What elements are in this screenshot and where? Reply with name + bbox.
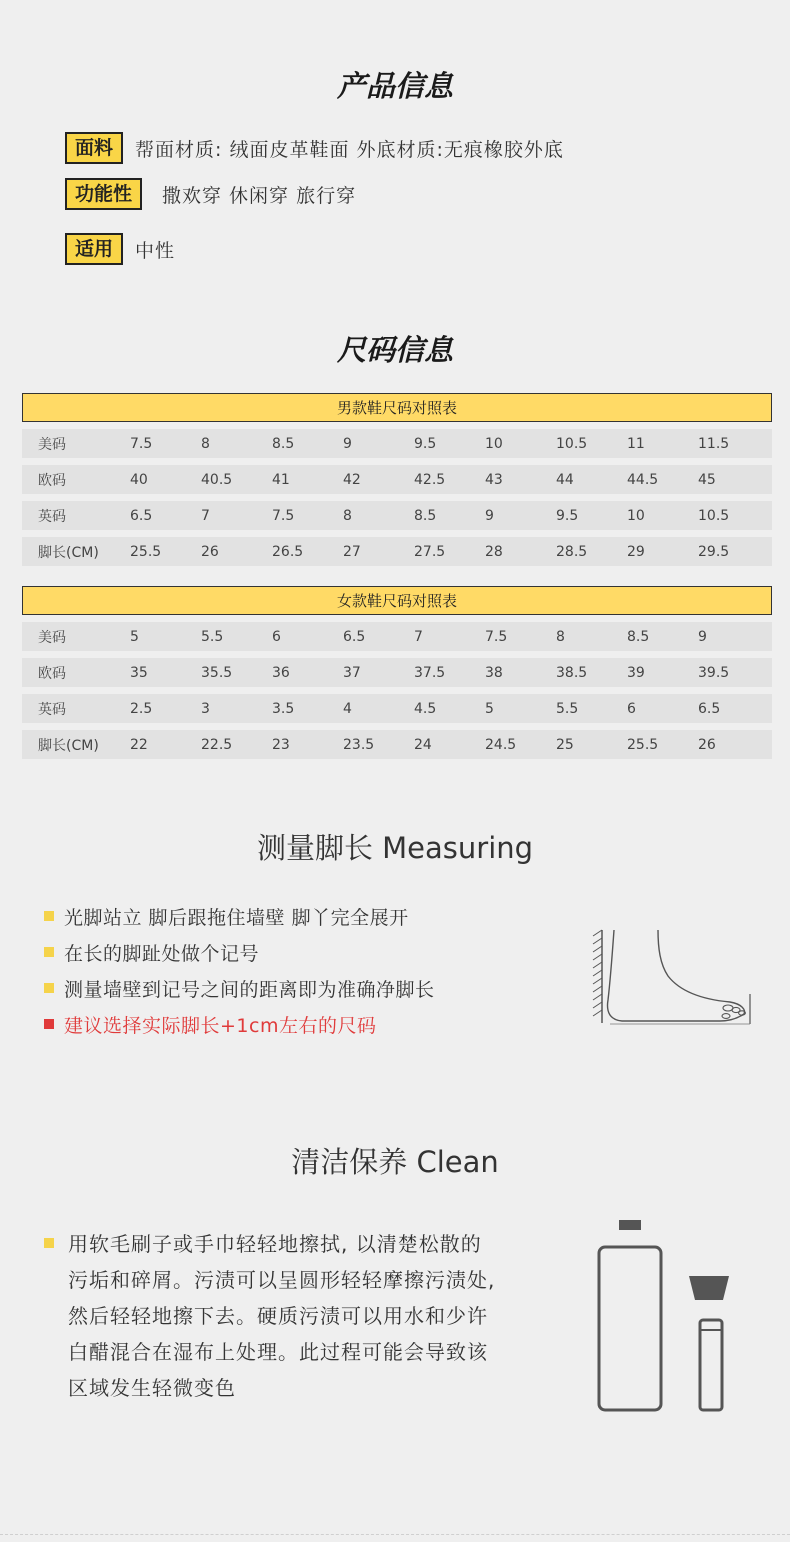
row-label: 欧码 [38,665,66,682]
measuring-list [44,898,435,1042]
list-item-warning [44,1006,435,1042]
table-cell: 45 [698,471,716,488]
men-table-header: 男款鞋尺码对照表 [22,393,772,422]
table-cell: 37 [343,664,361,681]
table-cell: 36 [272,664,290,681]
product-info-title: 产品信息 [336,69,453,103]
table-cell: 11 [627,435,645,452]
women-size-table [22,586,772,759]
table-cell: 7.5 [272,507,295,524]
table-row [22,501,772,530]
bullet-square-icon [44,911,54,921]
table-cell: 9.5 [556,507,579,524]
table-cell: 7.5 [485,628,508,645]
men-size-table [22,393,772,566]
row-label: 英码 [38,701,66,718]
women-table-header: 女款鞋尺码对照表 [22,586,772,615]
table-row [22,730,772,759]
table-cell: 8 [343,507,352,524]
table-cell: 6.5 [130,507,153,524]
table-cell: 26 [201,543,219,560]
function-text: 撒欢穿 休闲穿 旅行穿 [162,184,357,207]
table-cell: 22.5 [201,736,233,753]
tag-suitable: 适用 [65,233,123,265]
table-cell: 6.5 [698,700,721,717]
table-cell: 38.5 [556,664,588,681]
list-item [44,934,435,970]
table-row [22,622,772,651]
tag-function: 功能性 [65,178,142,210]
bullet-square-icon [44,947,54,957]
table-cell: 8.5 [627,628,650,645]
table-cell: 4 [343,700,352,717]
table-cell: 40 [130,471,148,488]
table-cell: 24 [414,736,432,753]
table-cell: 6 [627,700,636,717]
measuring-tip: 建议选择实际脚长+1cm左右的尺码 [64,1014,377,1037]
table-cell: 10.5 [556,435,588,452]
clean-instructions [44,1226,514,1406]
table-cell: 29.5 [698,543,730,560]
table-cell: 26 [698,736,716,753]
table-cell: 41 [272,471,290,488]
table-cell: 7.5 [130,435,153,452]
table-cell: 23.5 [343,736,375,753]
table-cell: 9 [485,507,494,524]
table-cell: 10 [485,435,503,452]
table-cell: 9 [698,628,707,645]
table-cell: 9 [343,435,352,452]
table-cell: 3.5 [272,700,295,717]
table-cell: 24.5 [485,736,517,753]
info-row-function [65,178,356,210]
table-cell: 42.5 [414,471,446,488]
table-cell: 29 [627,543,645,560]
row-label: 欧码 [38,472,66,489]
cleaning-bottle-icon [592,1214,742,1423]
table-cell: 6 [272,628,281,645]
info-row-suitable [65,233,175,265]
table-cell: 8.5 [272,435,295,452]
table-cell: 25 [556,736,574,753]
table-cell: 26.5 [272,543,304,560]
table-cell: 39.5 [698,664,730,681]
list-item [44,898,435,934]
table-cell: 2.5 [130,700,153,717]
table-row [22,465,772,494]
table-cell: 8 [556,628,565,645]
table-cell: 5.5 [556,700,579,717]
table-row [22,694,772,723]
measuring-step-1: 光脚站立 脚后跟拖住墙壁 脚丫完全展开 [64,906,409,929]
suitable-text: 中性 [135,239,176,262]
list-item [44,970,435,1006]
table-cell: 38 [485,664,503,681]
table-cell: 11.5 [698,435,730,452]
table-cell: 22 [130,736,148,753]
table-cell: 28.5 [556,543,588,560]
table-cell: 27.5 [414,543,446,560]
table-cell: 6.5 [343,628,366,645]
table-cell: 23 [272,736,290,753]
bullet-square-icon [44,1238,54,1248]
size-info-title: 尺码信息 [336,333,453,367]
table-cell: 35.5 [201,664,233,681]
info-row-material [65,132,564,164]
table-cell: 5 [130,628,139,645]
tag-material: 面料 [65,132,123,164]
bottom-divider [0,1534,790,1535]
table-cell: 43 [485,471,503,488]
table-cell: 7 [201,507,210,524]
measuring-step-2: 在长的脚趾处做个记号 [64,942,260,965]
bullet-square-icon [44,1019,54,1029]
measuring-step-3: 测量墙壁到记号之间的距离即为准确净脚长 [64,978,435,1001]
table-cell: 10.5 [698,507,730,524]
row-label: 英码 [38,508,66,525]
row-label: 脚长(CM) [38,737,99,754]
table-cell: 44 [556,471,574,488]
measuring-title: 测量脚长 Measuring [256,831,534,865]
table-cell: 3 [201,700,210,717]
table-cell: 5 [485,700,494,717]
table-cell: 4.5 [414,700,437,717]
table-cell: 8 [201,435,210,452]
table-cell: 40.5 [201,471,233,488]
table-cell: 27 [343,543,361,560]
table-cell: 8.5 [414,507,437,524]
clean-text: 用软毛刷子或手巾轻轻地擦拭, 以清楚松散的污垢和碎屑。污渍可以呈圆形轻轻摩擦污渍处, 然后轻轻地擦下去。硬质污渍可以用水和少许白醋混合在湿布上处理。此过程可能会导致该区域发生轻微变色 [68,1232,496,1400]
table-row [22,658,772,687]
table-cell: 37.5 [414,664,446,681]
foot-measure-icon [590,928,760,1032]
table-cell: 9.5 [414,435,437,452]
table-row [22,537,772,566]
table-cell: 5.5 [201,628,224,645]
material-text: 帮面材质: 绒面皮革鞋面 外底材质:无痕橡胶外底 [135,138,564,161]
table-cell: 25.5 [627,736,659,753]
table-cell: 7 [414,628,423,645]
table-cell: 44.5 [627,471,659,488]
row-label: 美码 [38,436,66,453]
table-cell: 28 [485,543,503,560]
bullet-square-icon [44,983,54,993]
table-cell: 35 [130,664,148,681]
row-label: 美码 [38,629,66,646]
table-cell: 10 [627,507,645,524]
clean-title: 清洁保养 Clean [291,1145,499,1179]
table-row [22,429,772,458]
table-cell: 25.5 [130,543,162,560]
row-label: 脚长(CM) [38,544,99,561]
table-cell: 42 [343,471,361,488]
table-cell: 39 [627,664,645,681]
